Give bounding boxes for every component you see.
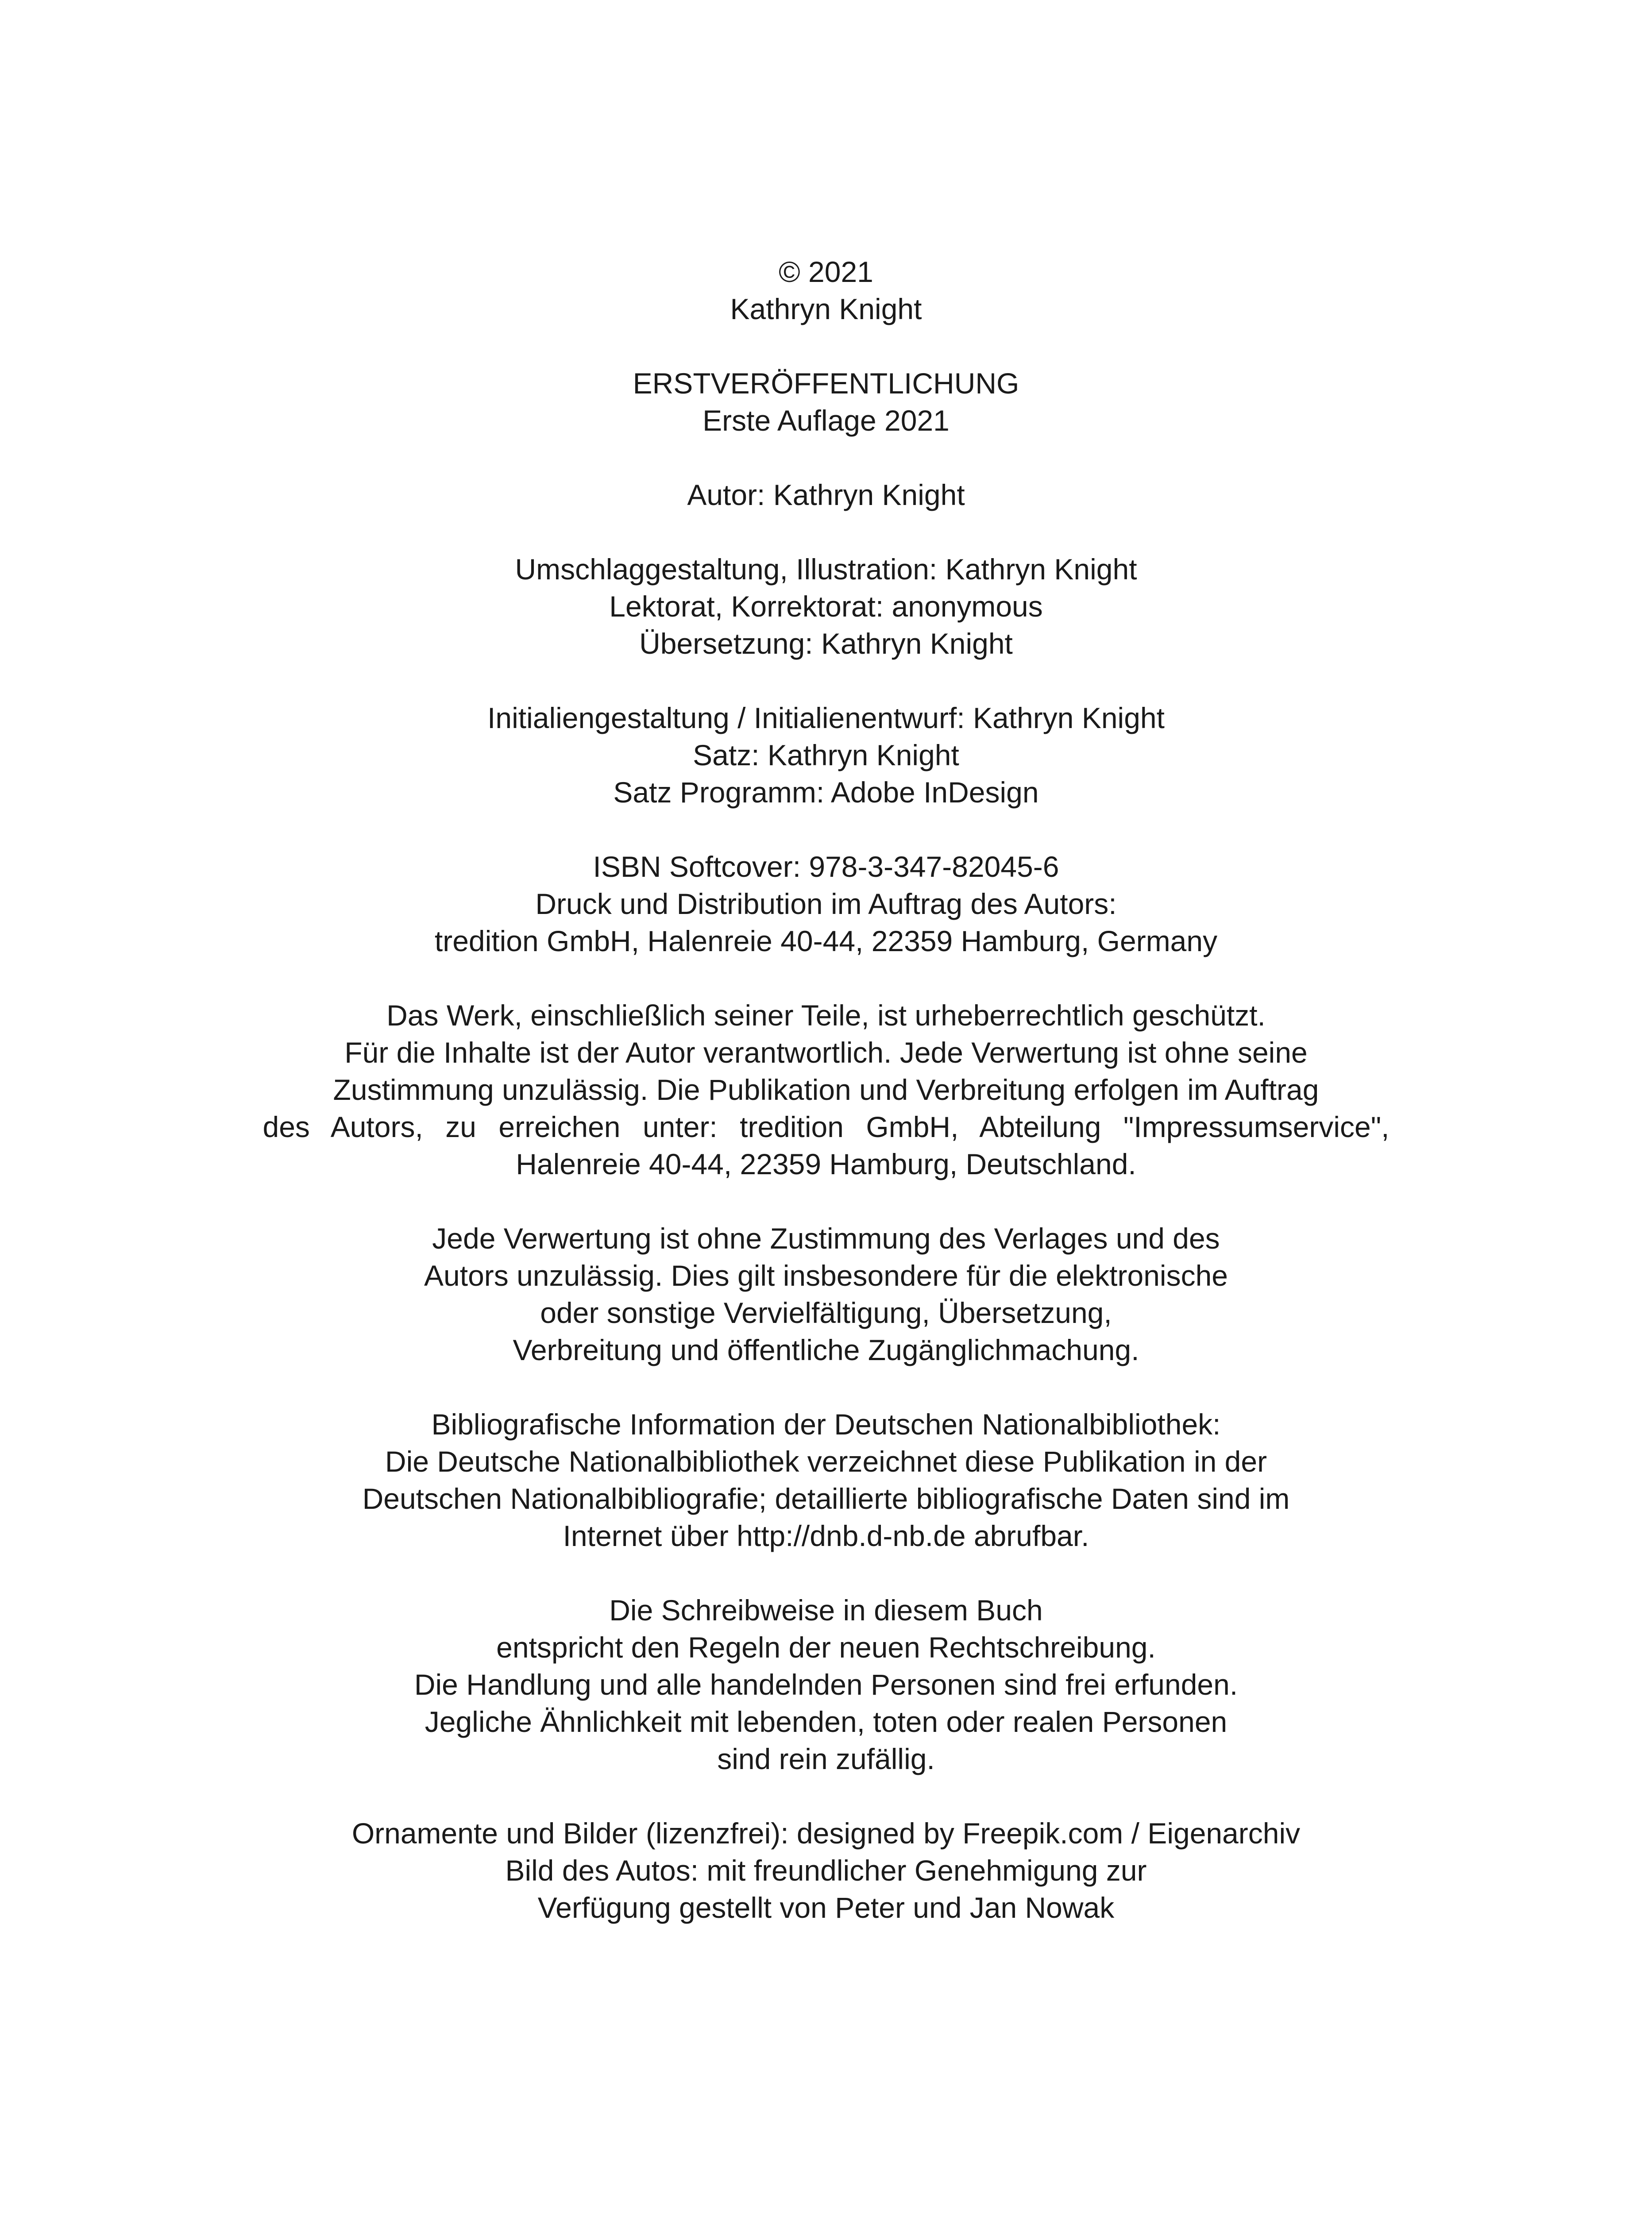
copyright-block bbox=[0, 253, 1652, 328]
print-distribution-line: Druck und Distribution im Auftrag des Autors: bbox=[535, 887, 1117, 920]
bibliographic-block bbox=[0, 1406, 1652, 1554]
spelling-fiction-line: Die Handlung und alle handelnden Personen sind frei erfunden. bbox=[414, 1668, 1238, 1701]
image-credits-block bbox=[0, 1815, 1652, 1926]
bibliographic-line: Internet über http://dnb.d-nb.de abrufbar. bbox=[563, 1519, 1089, 1552]
publisher-address: tredition GmbH, Halenreie 40-44, 22359 Hamburg, Germany bbox=[434, 925, 1218, 957]
author-line: Autor: Kathryn Knight bbox=[687, 478, 965, 511]
translation-credit: Übersetzung: Kathryn Knight bbox=[639, 627, 1013, 660]
edition-block bbox=[0, 365, 1652, 439]
editing-credit: Lektorat, Korrektorat: anonymous bbox=[609, 590, 1043, 623]
usage-notice-line: Autors unzulässig. Dies gilt insbesondere für die elektronische bbox=[424, 1259, 1228, 1292]
copyright-notice-line: Das Werk, einschließlich seiner Teile, ist urheberrechtlich geschützt. bbox=[386, 999, 1266, 1032]
bibliographic-line: Bibliografische Information der Deutschen Nationalbibliothek: bbox=[431, 1408, 1221, 1441]
copyright-notice-line: Zustimmung unzulässig. Die Publikation und Verbreitung erfolgen im Auftrag bbox=[333, 1073, 1319, 1106]
image-credits-line: Verfügung gestellt von Peter und Jan Nowak bbox=[537, 1891, 1115, 1924]
first-publication-label: ERSTVERÖFFENTLICHUNG bbox=[633, 367, 1019, 400]
imprint-text bbox=[0, 253, 1652, 1963]
cover-credit: Umschlaggestaltung, Illustration: Kathryn Knight bbox=[515, 553, 1137, 586]
setting-program: Satz Programm: Adobe InDesign bbox=[613, 776, 1039, 809]
spelling-fiction-line: Die Schreibweise in diesem Buch bbox=[609, 1594, 1043, 1627]
spelling-fiction-line: entspricht den Regeln der neuen Rechtschreibung. bbox=[496, 1631, 1156, 1664]
copyright-notice-line: Halenreie 40-44, 22359 Hamburg, Deutschland. bbox=[516, 1148, 1136, 1180]
usage-notice-block bbox=[0, 1220, 1652, 1369]
bibliographic-line: Deutschen Nationalbibliografie; detaillierte bibliografische Daten sind im bbox=[362, 1482, 1290, 1515]
isbn-block bbox=[0, 848, 1652, 960]
image-credits-line: Ornamente und Bilder (lizenzfrei): designed by Freepik.com / Eigenarchiv bbox=[351, 1817, 1301, 1850]
isbn-line: ISBN Softcover: 978-3-347-82045-6 bbox=[593, 850, 1059, 883]
copyright-notice-line: des Autors, zu erreichen unter: tredition GmbH, Abteilung "Impressumservice", bbox=[262, 1110, 1390, 1143]
bibliographic-line: Die Deutsche Nationalbibliothek verzeichnet diese Publikation in der bbox=[385, 1445, 1267, 1478]
spelling-fiction-block bbox=[0, 1592, 1652, 1777]
usage-notice-line: oder sonstige Vervielfältigung, Übersetzung, bbox=[540, 1296, 1112, 1329]
author-block bbox=[0, 476, 1652, 513]
spelling-fiction-line: Jegliche Ähnlichkeit mit lebenden, toten oder realen Personen bbox=[425, 1705, 1227, 1738]
copyright-year: © 2021 bbox=[779, 255, 873, 288]
copyright-author: Kathryn Knight bbox=[730, 293, 922, 325]
usage-notice-line: Jede Verwertung ist ohne Zustimmung des Verlages und des bbox=[432, 1222, 1220, 1255]
copyright-notice-line: Für die Inhalte ist der Autor verantwortlich. Jede Verwertung ist ohne seine bbox=[344, 1036, 1308, 1069]
setting-credit: Satz: Kathryn Knight bbox=[693, 739, 959, 771]
usage-notice-line: Verbreitung und öffentliche Zugänglichmachung. bbox=[513, 1334, 1139, 1366]
copyright-notice-block bbox=[0, 997, 1652, 1183]
typesetting-block bbox=[0, 699, 1652, 811]
spelling-fiction-line: sind rein zufällig. bbox=[717, 1743, 935, 1775]
initials-credit: Initialiengestaltung / Initialienentwurf: Kathryn Knight bbox=[487, 702, 1165, 734]
image-credits-line: Bild des Autos: mit freundlicher Genehmigung zur bbox=[505, 1854, 1147, 1887]
credits-block bbox=[0, 551, 1652, 662]
first-edition-line: Erste Auflage 2021 bbox=[702, 404, 950, 437]
